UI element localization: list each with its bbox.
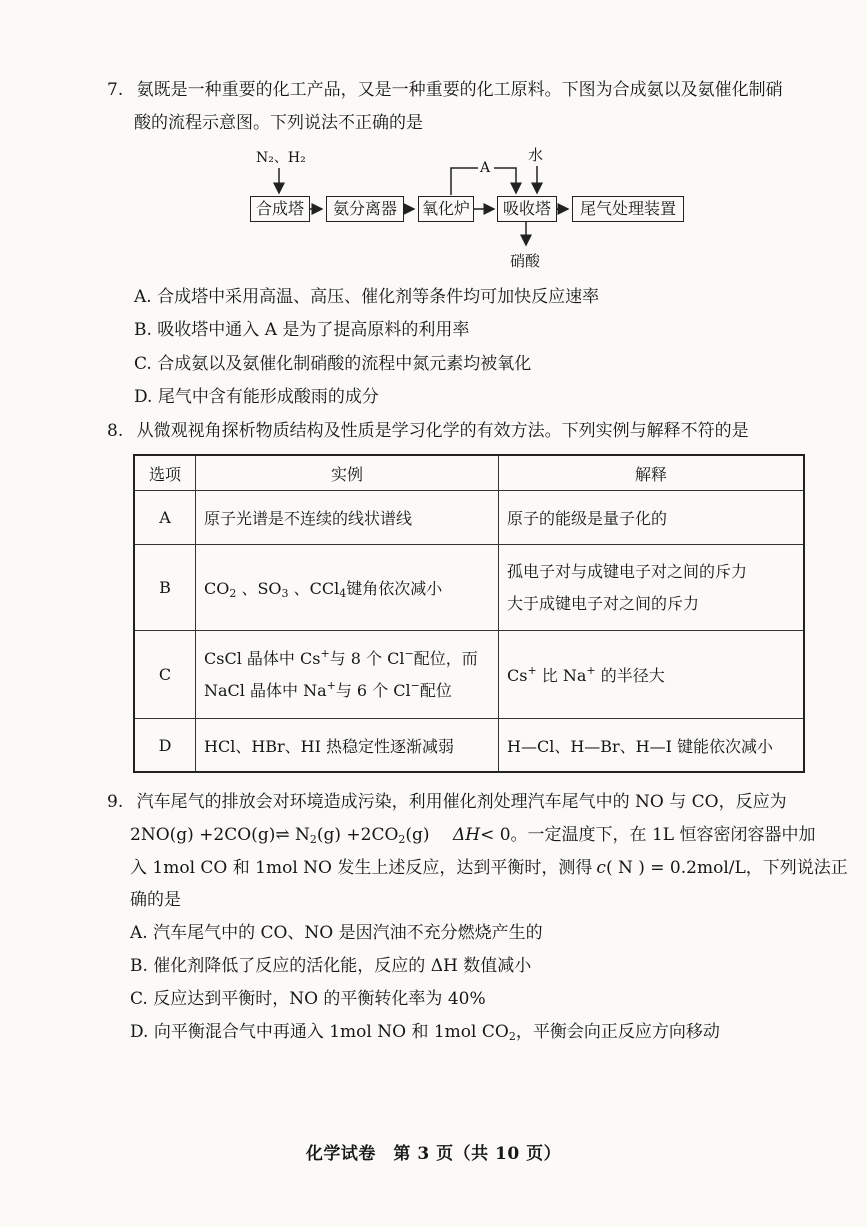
label-water: 水 (528, 146, 544, 164)
row-option: D (134, 719, 196, 773)
q8-stem: 8. 从微观视角探析物质结构及性质是学习化学的有效方法。下列实例与解释不符的是 (107, 421, 749, 441)
table-row (134, 719, 804, 773)
row-example: $CO_2$ 、$SO_3$ 、CCl$_4$键角依次减小 (196, 545, 499, 631)
q8-table (133, 454, 805, 773)
q9-number: 9. (107, 792, 124, 812)
table-row (134, 545, 804, 631)
box-synthesis-tower: 合成塔 (250, 196, 310, 222)
row-option: B (134, 545, 196, 631)
box-absorption-tower: 吸收塔 (497, 196, 557, 222)
q7-number: 7. (107, 80, 124, 100)
q7-option-d: D. 尾气中含有能形成酸雨的成分 (134, 387, 379, 407)
page-footer: 化学试卷 第 3 页（共 10 页） (305, 1144, 562, 1164)
table-row (134, 491, 804, 545)
header-explanation: 解释 (499, 455, 805, 491)
header-option: 选项 (134, 455, 196, 491)
q7-stem-line2: 酸的流程示意图。下列说法不正确的是 (134, 113, 423, 133)
label-a: A (480, 160, 491, 176)
row-option: C (134, 631, 196, 719)
q8-number: 8. (107, 421, 124, 441)
row-explanation: Cs+ 比 Na+ 的半径大 (499, 631, 805, 719)
row-example: HCl、HBr、HI 热稳定性逐渐减弱 (196, 719, 499, 773)
q9-equation-line: 2NO(g) +2CO(g)⇌ $N_2(g) +2CO_2(g)$ ΔH< 0。一定温度下，在 1L 恒容密闭容器中加 (130, 825, 816, 846)
q7-option-c: C. 合成氨以及氨催化制硝酸的流程中氮元素均被氧化 (134, 354, 532, 374)
label-nitric-acid: 硝酸 (510, 252, 541, 270)
row-option: A (134, 491, 196, 545)
q7-option-b: B. 吸收塔中通入 A 是为了提高原料的利用率 (134, 320, 470, 340)
flowchart-arrows (0, 0, 867, 280)
row-explanation: H—Cl、H—Br、H—I 键能依次减小 (499, 719, 805, 773)
input-n2-h2-label: N₂、H₂ (256, 150, 306, 166)
q9-stem-line4: 确的是 (130, 890, 181, 910)
q9-stem-line1: 9. 汽车尾气的排放会对环境造成污染，利用催化剂处理汽车尾气中的 NO 与 CO，反应为 (107, 792, 787, 812)
table-row (134, 631, 804, 719)
table-header-row (134, 455, 804, 491)
row-explanation: 孤电子对与成键电子对之间的斥力 大于成键电子对之间的斥力 (499, 545, 805, 631)
box-ammonia-separator: 氨分离器 (326, 196, 404, 222)
box-tail-gas-device: 尾气处理装置 (572, 196, 684, 222)
q9-option-a: A. 汽车尾气中的 CO、NO 是因汽油不充分燃烧产生的 (130, 923, 543, 943)
header-example: 实例 (196, 455, 499, 491)
q9-option-b: B. 催化剂降低了反应的活化能，反应的 ΔH 数值减小 (130, 956, 532, 976)
q9-option-c: C. 反应达到平衡时，NO 的平衡转化率为 40% (130, 989, 486, 1009)
row-example: 原子光谱是不连续的线状谱线 (196, 491, 499, 545)
row-explanation: 原子的能级是量子化的 (499, 491, 805, 545)
row-example: CsCl 晶体中 Cs+与 8 个 Cl−配位，而 NaCl 晶体中 Na+与 6 个 Cl−配位 (196, 631, 499, 719)
box-oxidation-furnace: 氧化炉 (418, 196, 474, 222)
q7-stem-line1: 7. 氨既是一种重要的化工产品，又是一种重要的化工原料。下图为合成氨以及氨催化制硝 (107, 80, 783, 100)
q7-option-a: A. 合成塔中采用高温、高压、催化剂等条件均可加快反应速率 (134, 287, 600, 307)
q9-stem-line3: 入 1mol CO 和 1mol NO 发生上述反应，达到平衡时，测得 c( N ) = 0.2mol/L，下列说法正 (130, 858, 848, 878)
q9-option-d: D. 向平衡混合气中再通入 1mol NO 和 1mol $CO_2$，平衡会向正反应方向移动 (130, 1022, 720, 1043)
